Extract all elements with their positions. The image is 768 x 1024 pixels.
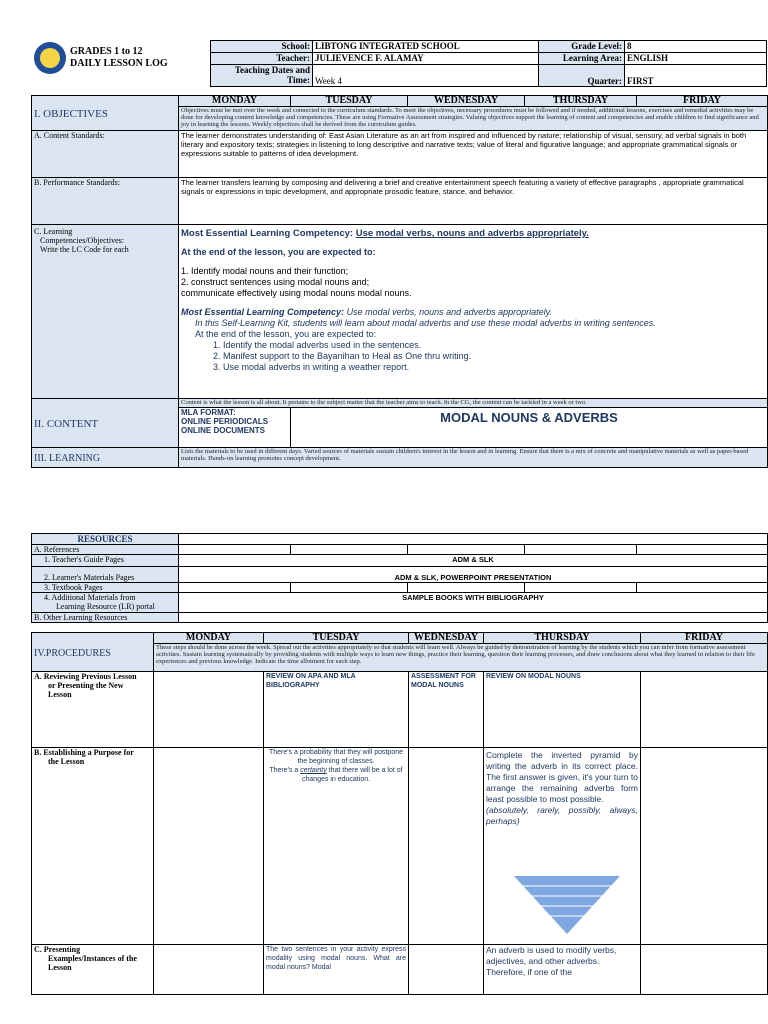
competencies-label-2: Competencies/Objectives: <box>40 236 124 245</box>
step-c-thursday: An adverb is used to modify verbs, adjectives, and other adverbs. Therefore, if one of the <box>484 945 641 995</box>
day-wednesday: WEDNESDAY <box>408 96 525 107</box>
day-tuesday: TUESDAY <box>291 96 408 107</box>
content-standards-text: The learner demonstrates understanding of: East Asian Literature as an art from inspired and influenced by nature; relationship of visual, sensory, ad verbal signals in both literary and expository texts; strategies in listening to long descriptive and narrative texts; value of literal and figurative language; and appropriate grammatical signals or expressions suitable to patterns of idea development. <box>179 131 768 178</box>
step-c-label-3: Lesson <box>48 963 72 972</box>
proc-day-tuesday: TUESDAY <box>264 633 409 644</box>
content-topic: MODAL NOUNS & ADVERBS <box>291 408 768 448</box>
step-b-tuesday-2c: that there will be a lot of changes in education. <box>301 767 403 783</box>
teachers-guide-value: ADM & SLK <box>179 555 768 567</box>
form-title-line1: GRADES 1 to 12 <box>70 46 143 57</box>
step-b-tuesday-2a: There's a <box>269 767 301 774</box>
step-a-label-3: Lesson <box>48 690 72 699</box>
melc2-text: Use modal verbs, nouns and adverbs appropriately. <box>346 307 553 317</box>
slk-text: In this Self-Learning Kit, students will learn about modal adverbs and use these modal adverbs in writing sentences. <box>195 318 656 328</box>
dates-label-1: Teaching Dates and <box>234 65 310 75</box>
competencies-label-3: Write the LC Code for each <box>40 245 129 254</box>
content-title: II. CONTENT <box>34 418 99 430</box>
content-left <box>179 408 291 448</box>
learning-title-cell <box>32 448 179 468</box>
objectives-note: Objectives must be met over the week and connected to the curriculum standards. To meet the objectives, necessary procedures must be followed and if needed, additional lessons, exercises and remedial activities may be done for developing content knowledge and competencies. These are using Formative Assessment strategies. Valuing objectives support the learning of content and competencies and enable children to find significance and joy in learning the lessons. Weekly objectives shall be derived from the curriculum guides. <box>179 107 768 131</box>
objectives-table <box>31 95 768 468</box>
step-b-thursday-words: (absolutely, rarely, possibly, always, perhaps) <box>486 805 638 826</box>
dates-label <box>211 65 313 87</box>
objectives-title: I. OBJECTIVES <box>34 108 108 120</box>
step-c-label-1: C. Presenting <box>34 945 81 954</box>
content-left-3: ONLINE DOCUMENTS <box>181 426 265 435</box>
teacher-label: Teacher: <box>211 53 313 65</box>
step-a-label-2: or Presenting the New <box>48 681 124 690</box>
slk-objective-2: 2. Manifest support to the Bayanihan to Heal as One thru writing. <box>223 351 765 362</box>
day-thursday: THURSDAY <box>525 96 637 107</box>
additional-materials-value: SAMPLE BOOKS WITH BIBLIOGRAPHY <box>179 593 768 613</box>
school-value: LIBTONG INTEGRATED SCHOOL <box>313 41 539 53</box>
procedures-table <box>31 632 768 995</box>
additional-materials-label <box>32 593 179 613</box>
step-b-label <box>32 748 154 945</box>
proc-day-friday: FRIDAY <box>641 633 768 644</box>
school-label: School: <box>211 41 313 53</box>
step-a-wednesday: ASSESSMENT FOR MODAL NOUNS <box>409 672 484 748</box>
melc2-lead: Most Essential Learning Competency: <box>181 307 345 317</box>
area-value: ENGLISH <box>625 53 767 65</box>
proc-day-thursday: THURSDAY <box>484 633 641 644</box>
additional-materials-2: Learning Resource (LR) portal <box>56 602 155 611</box>
competencies-text <box>179 225 768 399</box>
step-b-tuesday-1: There's a probability that they will postpone the beginning of classes. <box>268 749 404 765</box>
content-note: Content is what the lesson is all about. It pertains to the subject matter that the teacher aims to teach. In the CG, the content can be tackled in a week or two. <box>179 399 768 408</box>
learners-materials-label: 2. Learner's Materials Pages <box>32 567 179 583</box>
resources-table <box>31 533 768 623</box>
step-b-label-1: B. Establishing a Purpose for <box>34 748 134 757</box>
content-standards-label: A. Content Standards: <box>32 131 179 178</box>
grade-value: 8 <box>625 41 767 53</box>
quarter-label: Quarter: <box>539 65 625 87</box>
proc-day-wednesday: WEDNESDAY <box>409 633 484 644</box>
day-friday: FRIDAY <box>637 96 768 107</box>
procedures-note: These steps should be done across the week. Spread out the activities appropriately so that students will learn well. Always be guided by demonstration of learning by the students which you can infer from formative assessment activities. Sustain learning systematically by providing students with multiple ways to learn new things, practice their learning, question their learning processes, and draw conclusions about what they learned in relation to their life experiences and previous knowledge. Indicate the time allotment for each step. <box>154 644 768 672</box>
grade-label: Grade Level: <box>539 41 625 53</box>
content-title-cell <box>32 399 179 448</box>
resources-title: RESOURCES <box>32 534 179 545</box>
step-a-tuesday: REVIEW ON APA AND MLA BIBLIOGRAPHY <box>264 672 409 748</box>
procedures-title: IV.PROCEDURES <box>34 648 111 659</box>
step-b-tuesday-2b: certainty <box>300 767 327 774</box>
textbook-label: 3. Textbook Pages <box>32 583 179 593</box>
step-b-label-2: the Lesson <box>48 757 85 766</box>
step-a-label-1: A. Reviewing Previous Lesson <box>34 672 137 681</box>
quarter-value: FIRST <box>625 65 767 87</box>
content-left-2: ONLINE PERIODICALS <box>181 417 269 426</box>
references-label: A. References <box>32 545 179 555</box>
slk-objective-1: 1. Identify the modal adverbs used in the sentences. <box>223 340 765 351</box>
proc-day-monday: MONDAY <box>154 633 264 644</box>
end-lesson-2: At the end of the lesson, you are expected to: <box>195 329 377 339</box>
objective-1: 1. Identify modal nouns and their function; <box>181 266 349 276</box>
content-left-1: MLA FORMAT: <box>181 408 236 417</box>
competencies-label-1: C. Learning <box>34 227 73 236</box>
procedures-title-cell <box>32 633 154 672</box>
performance-standards-label: B. Performance Standards: <box>32 178 179 225</box>
area-label: Learning Area: <box>539 53 625 65</box>
inverted-pyramid-icon <box>514 876 620 934</box>
learners-materials-value: ADM & SLK, POWERPOINT PRESENTATION <box>179 567 768 583</box>
melc-lead: Most Essential Learning Competency: <box>181 228 354 239</box>
step-a-thursday: REVIEW ON MODAL NOUNS <box>484 672 641 748</box>
slk-objective-3: 3. Use modal adverbs in writing a weather report. <box>223 362 765 373</box>
objectives-title-cell <box>32 96 179 131</box>
competencies-label <box>32 225 179 399</box>
dates-value: Week 4 <box>313 65 539 87</box>
objective-2: 2. construct sentences using modal nouns and; <box>181 277 370 287</box>
step-a-label <box>32 672 154 748</box>
step-b-tuesday <box>264 748 409 945</box>
step-c-label-2: Examples/Instances of the <box>48 954 137 963</box>
learning-title: III. LEARNING <box>34 453 101 464</box>
additional-materials-1: 4. Additional Materials from <box>44 593 136 602</box>
form-title-line2: DAILY LESSON LOG <box>70 58 168 69</box>
dates-label-2: Time: <box>287 75 310 85</box>
objective-3: communicate effectively using modal nouns modal nouns. <box>181 288 412 298</box>
step-c-label <box>32 945 154 995</box>
day-monday: MONDAY <box>179 96 291 107</box>
melc-text: Use modal verbs, nouns and adverbs appropriately. <box>355 228 589 239</box>
header-table <box>210 40 767 87</box>
step-b-thursday <box>484 748 641 945</box>
other-resources-label: B. Other Learning Resources <box>32 613 179 623</box>
step-b-thursday-text: Complete the inverted pyramid by writing the adverb in its correct place. The first answer is given, it's your turn to arrange the remaining adverbs form least possible to most possible. <box>486 750 638 804</box>
teachers-guide-label: 1. Teacher's Guide Pages <box>32 555 179 567</box>
end-lesson-lead: At the end of the lesson, you are expected to: <box>181 247 376 257</box>
performance-standards-text: The learner transfers learning by composing and delivering a brief and creative entertainment speech featuring a variety of effective paragraphs , appropriate grammatical signals or expressions in topic development, and appropriate prosodic feature, stance, and behavior. <box>179 178 768 225</box>
deped-seal-icon <box>34 42 66 74</box>
learning-note: Lists the materials to be used in different days. Varied sources of materials sustain children's interest in the lesson and in learning. Ensure that there is a mix of concrete and manipulative materials as well as paper-based materials. Hands-on learning promotes concept development. <box>179 448 768 468</box>
step-c-tuesday: The two sentences in your activity express modality using modal nouns. What are modal nouns? Modal <box>264 945 409 995</box>
slk-objectives-list <box>181 340 765 373</box>
teacher-value: JULIEVENCE F. ALAMAY <box>313 53 539 65</box>
